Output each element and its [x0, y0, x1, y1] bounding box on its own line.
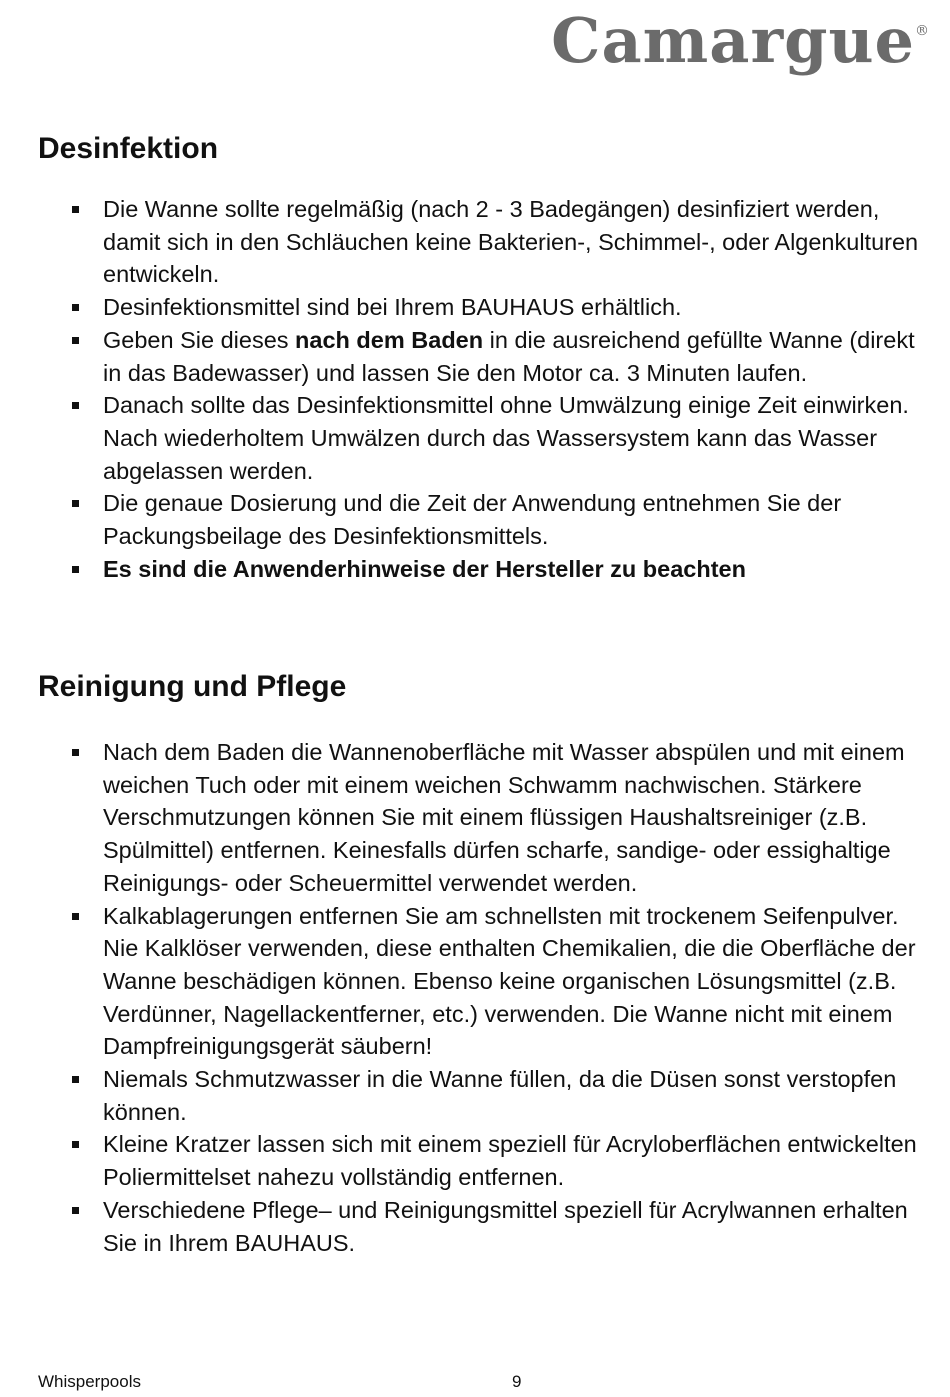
list-item-text: Die Wanne sollte regelmäßig (nach 2 - 3 Badegängen) desinfiziert werden, damit sich in den Schläuchen keine Bakterien-, Schimmel-, oder Algenkulturen entwickeln. — [103, 196, 919, 288]
list-item — [0, 1194, 950, 1259]
list-item-text: Danach sollte das Desinfektionsmittel ohne Umwälzung einige Zeit einwirken. Nach wiederholtem Umwälzen durch das Wassersystem kann das Wasser abgelassen werden. — [103, 392, 909, 484]
brand-logo-text: Camargue — [551, 4, 915, 77]
bullet-icon — [72, 1141, 79, 1148]
bullet-icon — [72, 566, 79, 573]
list-item — [0, 553, 950, 586]
list-item-text: Niemals Schmutzwasser in die Wanne füllen, da die Düsen sonst verstopfen können. — [103, 1066, 897, 1125]
bullet-icon — [72, 749, 79, 756]
section-title-desinfektion: Desinfektion — [38, 132, 219, 165]
section-title-reinigung: Reinigung und Pflege — [38, 670, 347, 703]
bullet-icon — [72, 913, 79, 920]
list-item — [0, 389, 950, 487]
list-item — [0, 487, 950, 552]
list-item — [0, 291, 950, 324]
registered-mark: ® — [915, 23, 930, 39]
list-item-text: Kalkablagerungen entfernen Sie am schnellsten mit trockenem Seifenpulver. Nie Kalklöser verwenden, diese enthalten Chemikalien, die die Oberfläche der Wanne beschädigen können. Ebenso keine organischen Lösungsmittel (z.B. Verdünner, Nagellackentferner, etc.) verwenden. Die Wanne nicht mit einem Dampfreinigungsgerät säubern! — [103, 902, 916, 1060]
reinigung-list — [0, 736, 950, 1259]
list-item — [0, 1063, 950, 1128]
brand-logo — [551, 4, 930, 77]
bullet-icon — [72, 402, 79, 409]
list-item — [0, 193, 950, 291]
bullet-icon — [72, 1076, 79, 1083]
list-item — [0, 324, 950, 389]
list-item — [0, 1128, 950, 1193]
bullet-icon — [72, 1207, 79, 1214]
list-item-text-pre: Geben Sie dieses — [103, 326, 296, 353]
list-item-text: Desinfektionsmittel sind bei Ihrem BAUHAUS erhältlich. — [103, 294, 682, 321]
list-item-text: Kleine Kratzer lassen sich mit einem speziell für Acryloberflächen entwickelten Poliermittelset nahezu vollständig entfernen. — [103, 1131, 917, 1191]
bullet-icon — [72, 304, 79, 311]
bullet-icon — [72, 206, 79, 213]
bullet-icon — [72, 337, 79, 344]
list-item — [0, 736, 950, 900]
list-item — [0, 900, 950, 1064]
list-item-text: Die genaue Dosierung und die Zeit der Anwendung entnehmen Sie der Packungsbeilage des Desinfektionsmittels. — [103, 490, 842, 550]
list-item-text-bold: nach dem Baden — [295, 326, 484, 353]
desinfektion-list — [0, 193, 950, 585]
list-item-text: Verschiedene Pflege– und Reinigungsmittel speziell für Acrylwannen erhalten Sie in Ihrem BAUHAUS. — [103, 1196, 908, 1256]
list-item-text: Es sind die Anwenderhinweise der Hersteller zu beachten — [103, 555, 746, 582]
footer-page-number: 9 — [512, 1372, 522, 1391]
footer-product-name: Whisperpools — [38, 1372, 141, 1391]
list-item-text: Nach dem Baden die Wannenoberfläche mit Wasser abspülen und mit einem weichen Tuch oder mit einem weichen Schwamm nachwischen. Stärkere Verschmutzungen können Sie mit einem flüssigen Haushaltsreiniger (z.B. Spülmittel) entfernen. Keinesfalls dürfen scharfe, sandige- oder essighaltige Reinigungs- oder Scheuermittel verwendet werden. — [103, 739, 905, 896]
list-item-text-post: in die ausreichend gefüllte Wanne (direkt in das Badewasser) und lassen Sie den Motor ca. 3 Minuten laufen. — [103, 326, 915, 386]
bullet-icon — [72, 500, 79, 507]
